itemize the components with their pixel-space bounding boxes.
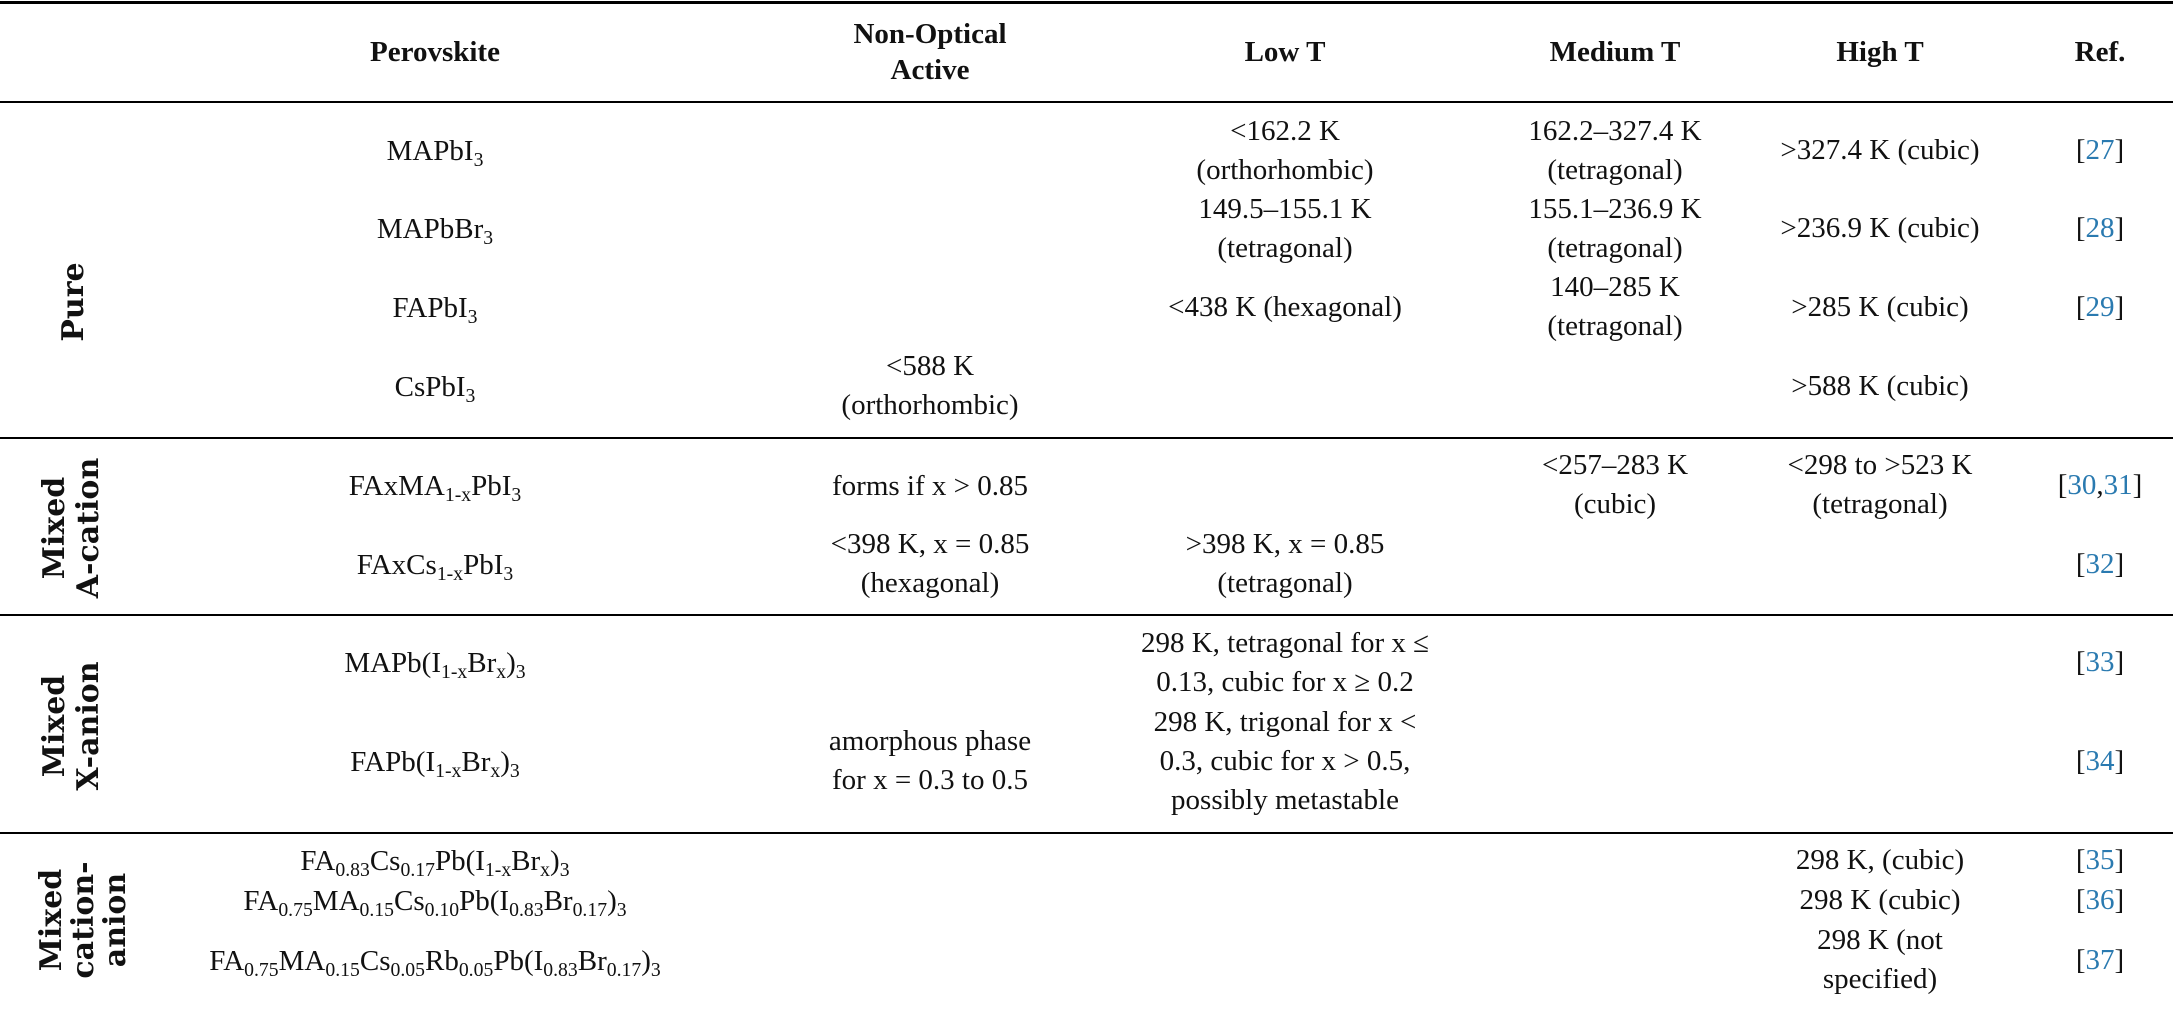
- perovskite-formula: MAPbI$_3$: [386, 135, 484, 171]
- reference-cell: [35]: [2075, 844, 2125, 876]
- high-t-cell: >588 K (cubic): [1791, 370, 1969, 402]
- group-label-line: Pure: [56, 262, 91, 342]
- reference-cell: [30,31]: [2057, 469, 2143, 501]
- citation-link[interactable]: 31: [2103, 469, 2133, 501]
- group-separator-a-cation: [0, 614, 2173, 616]
- group-label-line: anion: [98, 872, 133, 968]
- reference-cell: [33]: [2075, 646, 2125, 678]
- citation-link[interactable]: 29: [2085, 291, 2115, 323]
- medium-t-cell: <257–283 K (cubic): [1541, 449, 1689, 520]
- header-non-optical-line1: Non-Optical: [853, 18, 1007, 50]
- high-t-cell: 298 K, (cubic): [1795, 844, 1965, 876]
- header-high-t: High T: [1836, 36, 1924, 68]
- low-t-cell: 298 K, trigonal for x < 0.3, cubic for x > 0.5, possibly metastable: [1153, 706, 1417, 816]
- group-separator-x-anion: [0, 832, 2173, 834]
- perovskite-formula: $FAPb(I_{1-x}Br_x)_3$: [350, 746, 520, 782]
- group-label-mixed-x-anion: [38, 661, 106, 790]
- header-bottom-rule: [0, 101, 2173, 103]
- low-t-cell: 149.5–155.1 K (tetragonal): [1198, 193, 1372, 264]
- perovskite-formula: $FA_{0.75}MA_{0.15}Cs_{0.10}Pb(I_{0.83}Br_{0.17})_3$: [243, 885, 627, 921]
- medium-t-cell: 155.1–236.9 K (tetragonal): [1528, 193, 1702, 264]
- high-t-cell: >236.9 K (cubic): [1780, 212, 1980, 244]
- group-label-line: A-cation: [71, 457, 106, 599]
- header-perovskite: Perovskite: [370, 36, 500, 68]
- citation-link[interactable]: 28: [2085, 212, 2115, 244]
- perovskite-formula: CsPbI$_3$: [394, 371, 476, 407]
- header-non-optical-line2: Active: [890, 54, 970, 86]
- group-separator-pure: [0, 437, 2173, 439]
- medium-t-cell: 140–285 K (tetragonal): [1547, 271, 1683, 342]
- citation-link[interactable]: 30: [2067, 469, 2097, 501]
- table-top-rule: [0, 1, 2173, 4]
- group-label-line: Mixed: [34, 868, 69, 972]
- citation-link[interactable]: 37: [2085, 944, 2115, 976]
- medium-t-cell: 162.2–327.4 K (tetragonal): [1528, 115, 1702, 186]
- perovskite-formula: $MAPb(I_{1-x}Br_x)_3$: [344, 647, 526, 683]
- perovskite-formula: FAPbI$_3$: [392, 292, 478, 328]
- group-label-pure: [57, 262, 91, 341]
- non-optical-cell: <398 K, x = 0.85 (hexagonal): [830, 528, 1030, 599]
- low-t-cell: 298 K, tetragonal for x ≤ 0.13, cubic for x ≥ 0.2: [1140, 627, 1430, 698]
- low-t-cell: <162.2 K (orthorhombic): [1196, 115, 1374, 186]
- group-label-mixed-cation-anion: [36, 861, 132, 978]
- high-t-cell: 298 K (not specified): [1817, 924, 1943, 995]
- group-label-line: X-anion: [71, 661, 106, 791]
- reference-cell: [32]: [2075, 548, 2125, 580]
- non-optical-cell: amorphous phase for x = 0.3 to 0.5: [828, 725, 1032, 796]
- header-non-optical-active: [760, 16, 1100, 88]
- perovskite-formula: MAPbBr$_3$: [376, 213, 494, 249]
- citation-link[interactable]: 34: [2085, 745, 2115, 777]
- non-optical-cell: forms if x > 0.85: [832, 470, 1028, 502]
- low-t-cell: <438 K (hexagonal): [1168, 291, 1402, 323]
- header-ref: Ref.: [2074, 36, 2126, 68]
- non-optical-cell: <588 K (orthorhombic): [841, 350, 1019, 421]
- perovskite-formula: FAxCs$_{1-x}$PbI$_3$: [356, 549, 514, 585]
- high-t-cell: 298 K (cubic): [1799, 884, 1961, 916]
- reference-cell: [34]: [2075, 745, 2125, 777]
- perovskite-formula: FAxMA$_{1-x}$PbI$_3$: [348, 470, 522, 506]
- group-label-line: Mixed: [37, 674, 72, 778]
- header-low-t: Low T: [1244, 36, 1326, 68]
- reference-cell: [28]: [2075, 212, 2125, 244]
- reference-cell: [27]: [2075, 134, 2125, 166]
- reference-cell: [29]: [2075, 291, 2125, 323]
- group-label-line: Mixed: [37, 476, 72, 580]
- low-t-cell: >398 K, x = 0.85 (tetragonal): [1185, 528, 1385, 599]
- group-label-line: cation-: [66, 861, 101, 979]
- perovskite-formula: $FA_{0.75}MA_{0.15}Cs_{0.05}Rb_{0.05}Pb(I_{0.83}Br_{0.17})_3$: [209, 945, 661, 981]
- citation-link[interactable]: 36: [2085, 884, 2115, 916]
- reference-cell: [36]: [2075, 884, 2125, 916]
- header-medium-t: Medium T: [1549, 36, 1681, 68]
- citation-link[interactable]: 33: [2085, 646, 2115, 678]
- perovskite-formula: $FA_{0.83}Cs_{0.17}Pb(I_{1-x}Br_x)_3$: [300, 845, 570, 881]
- citation-link[interactable]: 35: [2085, 844, 2115, 876]
- citation-link[interactable]: 27: [2085, 134, 2115, 166]
- citation-link[interactable]: 32: [2085, 548, 2115, 580]
- reference-cell: [37]: [2075, 944, 2125, 976]
- group-label-mixed-a-cation: [38, 458, 106, 599]
- high-t-cell: >327.4 K (cubic): [1780, 134, 1980, 166]
- high-t-cell: >285 K (cubic): [1791, 291, 1969, 323]
- high-t-cell: <298 to >523 K (tetragonal): [1787, 449, 1973, 520]
